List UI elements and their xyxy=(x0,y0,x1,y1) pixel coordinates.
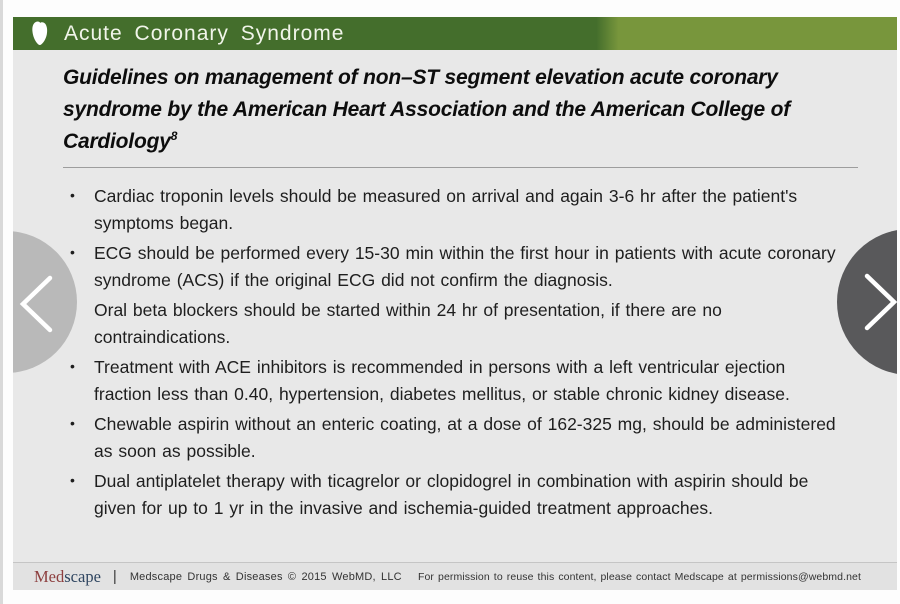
chevron-right-icon xyxy=(863,273,897,331)
list-item: • Chewable aspirin without an enteric coating, at a dose of 162-325 mg, should be administered as soon as possible. xyxy=(63,411,838,465)
bullet-marker: • xyxy=(70,187,75,203)
footer-separator: | xyxy=(112,568,117,585)
slide-header-bar xyxy=(13,17,897,50)
footer-copyright-text: Medscape Drugs & Diseases © 2015 WebMD, LLC xyxy=(129,570,402,583)
title-divider xyxy=(63,167,858,168)
list-item: • Cardiac troponin levels should be measured on arrival and again 3-6 hr after the patient's symptoms began. xyxy=(63,183,838,237)
slide-title-line2: syndrome by the American Heart Association and the American College of xyxy=(63,98,791,121)
chevron-left-icon xyxy=(18,275,54,333)
bullet-marker: • xyxy=(70,472,75,488)
slide-title-line1: Guidelines on management of non–ST segment elevation acute coronary xyxy=(63,66,778,89)
list-item: Oral beta blockers should be started within 24 hr of presentation, if there are no contraindications. xyxy=(63,297,838,351)
slide-title-line3: Cardiology$^8$ xyxy=(63,129,178,153)
footer-permissions-text: For permission to reuse this content, please contact Medscape at permissions@webmd.net xyxy=(417,570,861,583)
footer-bar xyxy=(13,562,897,590)
bullet-marker: • xyxy=(70,358,75,374)
bullet-list xyxy=(63,183,869,522)
reference-superscript: 8 xyxy=(170,129,178,143)
slide-viewer xyxy=(13,17,897,590)
medscape-logo: Medscape xyxy=(34,566,101,586)
list-item: • ECG should be performed every 15-30 min within the first hour in patients with acute coronary syndrome (ACS) if the original ECG did not confirm the diagnosis. xyxy=(63,240,838,294)
window-left-edge xyxy=(0,0,3,604)
bullet-marker: • xyxy=(70,244,75,260)
slide-body xyxy=(13,50,897,522)
heart-icon xyxy=(28,20,52,47)
slide-title xyxy=(63,62,868,158)
list-item: • Dual antiplatelet therapy with ticagrelor or clopidogrel in combination with aspirin should be given for up to 1 yr in the invasive and ischemia-guided treatment approaches. xyxy=(63,468,838,522)
bullet-marker: • xyxy=(70,415,75,431)
slide-header-title: Acute Coronary Syndrome xyxy=(64,21,345,45)
list-item: • Treatment with ACE inhibitors is recommended in persons with a left ventricular ejection fraction less than 0.40, hypertension, diabetes mellitus, or stable chronic kidney disease. xyxy=(63,354,838,408)
